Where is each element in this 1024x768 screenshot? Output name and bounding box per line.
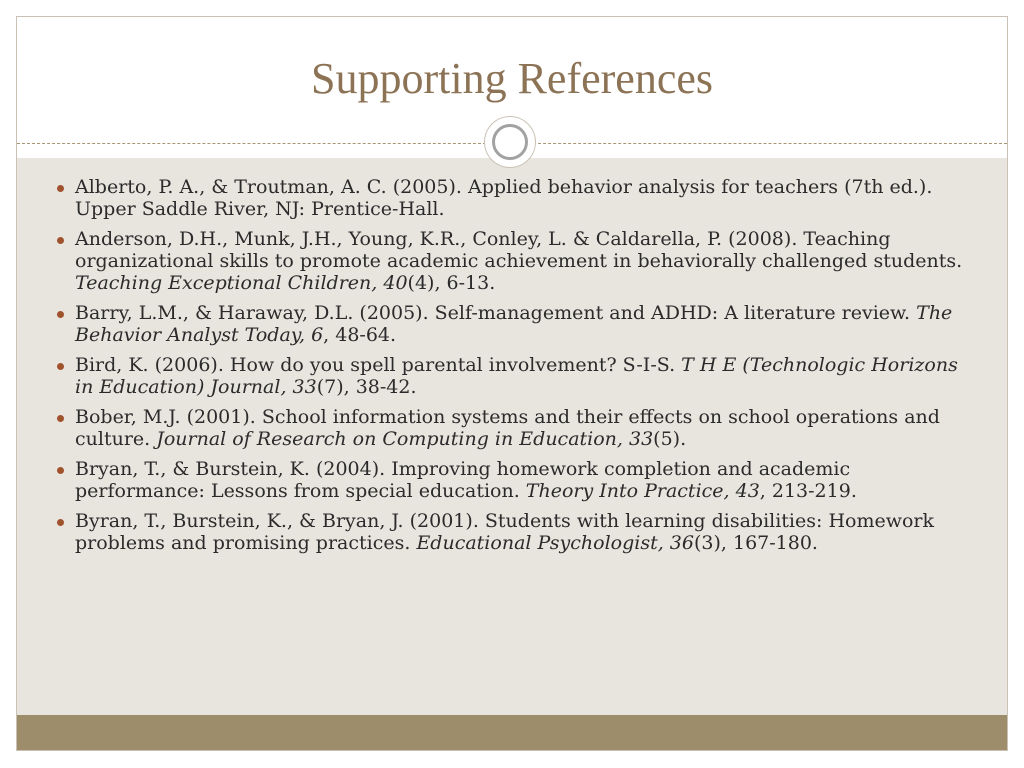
- reference-item: [57, 302, 977, 346]
- slide-title: Supporting References: [311, 54, 713, 103]
- reference-source: Teaching Exceptional Children, 40: [75, 272, 408, 294]
- reference-text: Alberto, P. A., & Troutman, A. C. (2005). Applied behavior analysis for teachers (7th ed.). Upper Saddle River, NJ: Prentice-Hall.: [75, 176, 933, 220]
- reference-item: [57, 406, 977, 450]
- footer-bar: [17, 715, 1007, 750]
- reference-source: T H E (Technologic Horizons in Education) Journal, 33: [75, 354, 958, 398]
- slide: [16, 16, 1008, 751]
- content-area: [17, 158, 1007, 715]
- reference-tail: , 48-64.: [323, 324, 397, 346]
- reference-tail: (4), 6-13.: [407, 272, 496, 294]
- reference-text: Bober, M.J. (2001). School information systems and their effects on school operations and culture.: [75, 406, 940, 450]
- reference-item: [57, 228, 977, 294]
- reference-item: [57, 458, 977, 502]
- reference-source: Educational Psychologist, 36: [416, 532, 694, 554]
- reference-source: Journal of Research on Computing in Education, 33: [156, 428, 654, 450]
- reference-text: Bird, K. (2006). How do you spell parental involvement? S-I-S.: [75, 354, 682, 376]
- reference-tail: (3), 167-180.: [693, 532, 818, 554]
- reference-item: [57, 176, 977, 220]
- reference-tail: (7), 38-42.: [316, 376, 417, 398]
- ring-inner: [492, 124, 528, 160]
- reference-source: Theory Into Practice, 43: [525, 480, 760, 502]
- reference-text: Anderson, D.H., Munk, J.H., Young, K.R., Conley, L. & Caldarella, P. (2008). Teaching organizational skills to promote academic achievement in behaviorally challenged students.: [75, 228, 963, 272]
- reference-source: The Behavior Analyst Today, 6: [75, 302, 953, 346]
- reference-text: Barry, L.M., & Haraway, D.L. (2005). Self-management and ADHD: A literature review.: [75, 302, 917, 324]
- reference-text: Byran, T., Burstein, K., & Bryan, J. (2001). Students with learning disabilities: Homework problems and promising practices.: [75, 510, 935, 554]
- reference-list: [57, 176, 977, 562]
- reference-item: [57, 510, 977, 554]
- reference-tail: (5).: [653, 428, 687, 450]
- reference-tail: , 213-219.: [759, 480, 857, 502]
- reference-item: [57, 354, 977, 398]
- ring-ornament-icon: [485, 117, 535, 167]
- reference-text: Bryan, T., & Burstein, K. (2004). Improving homework completion and academic performance: Lessons from special education.: [75, 458, 851, 502]
